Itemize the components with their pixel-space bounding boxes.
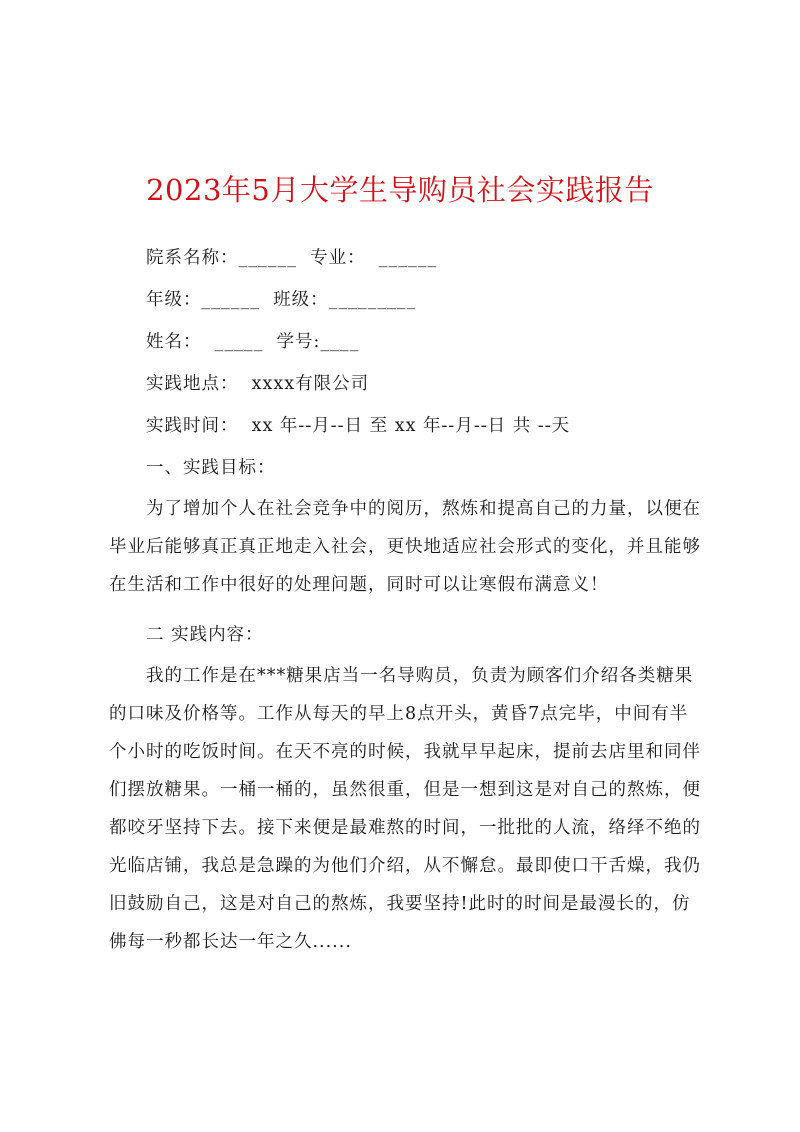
- paragraph-line: 的口味及价格等。工作从每天的早上8点开头，黄昏7点完毕，中间有半: [109, 704, 689, 724]
- paragraph-line: 都咬牙坚持下去。接下来便是最难熬的时间，一批批的人流，络绎不绝的: [109, 818, 701, 838]
- paragraph-line: 在生活和工作中很好的处理问题，同时可以让寒假布满意义！: [109, 575, 609, 595]
- paragraph-line: 们摆放糖果。一桶一桶的，虽然很重，但是一想到这是对自己的熬炼，便: [109, 780, 701, 800]
- paragraph: [109, 490, 711, 604]
- paragraph-line: 为了增加个人在社会竞争中的阅历，熬炼和提高自己的力量，以便在: [146, 499, 701, 519]
- practice-time-line: 实践时间： xx 年--月--日 至 xx 年--月--日 共 --天: [146, 416, 571, 436]
- section-heading-content: 二 实践内容：: [146, 625, 264, 645]
- page-title: 2023年5月大学生导购员社会实践报告: [146, 173, 654, 207]
- section-heading-goals: 一、实践目标：: [146, 458, 276, 478]
- name-studentid-line: 姓名： _____ 学号:____: [146, 332, 360, 352]
- paragraph-line: 毕业后能够真正真正地走入社会，更快地适应社会形式的变化，并且能够: [109, 537, 701, 557]
- practice-location-line: 实践地点： xxxx有限公司: [146, 374, 370, 394]
- paragraph-line: 我的工作是在***糖果店当一名导购员，负责为顾客们介绍各类糖果: [146, 666, 694, 686]
- department-major-line: 院系名称：______ 专业： ______: [146, 248, 438, 268]
- paragraph-line: 光临店铺，我总是急躁的为他们介绍，从不懈怠。最即使口干舌燥，我仍: [109, 856, 701, 876]
- paragraph-line: 旧鼓励自己，这是对自己的熬炼，我要坚持!此时的时间是最漫长的，仿: [109, 894, 691, 914]
- grade-class-line: 年级：______ 班级：_________: [146, 290, 417, 310]
- section-body-content: [109, 657, 711, 961]
- paragraph-line: 佛每一秒都长达一年之久......: [109, 932, 352, 952]
- section-body-goals: [109, 490, 711, 604]
- paragraph: [109, 657, 711, 961]
- paragraph-line: 个小时的吃饭时间。在天不亮的时候，我就早早起床，提前去店里和同伴: [109, 742, 701, 762]
